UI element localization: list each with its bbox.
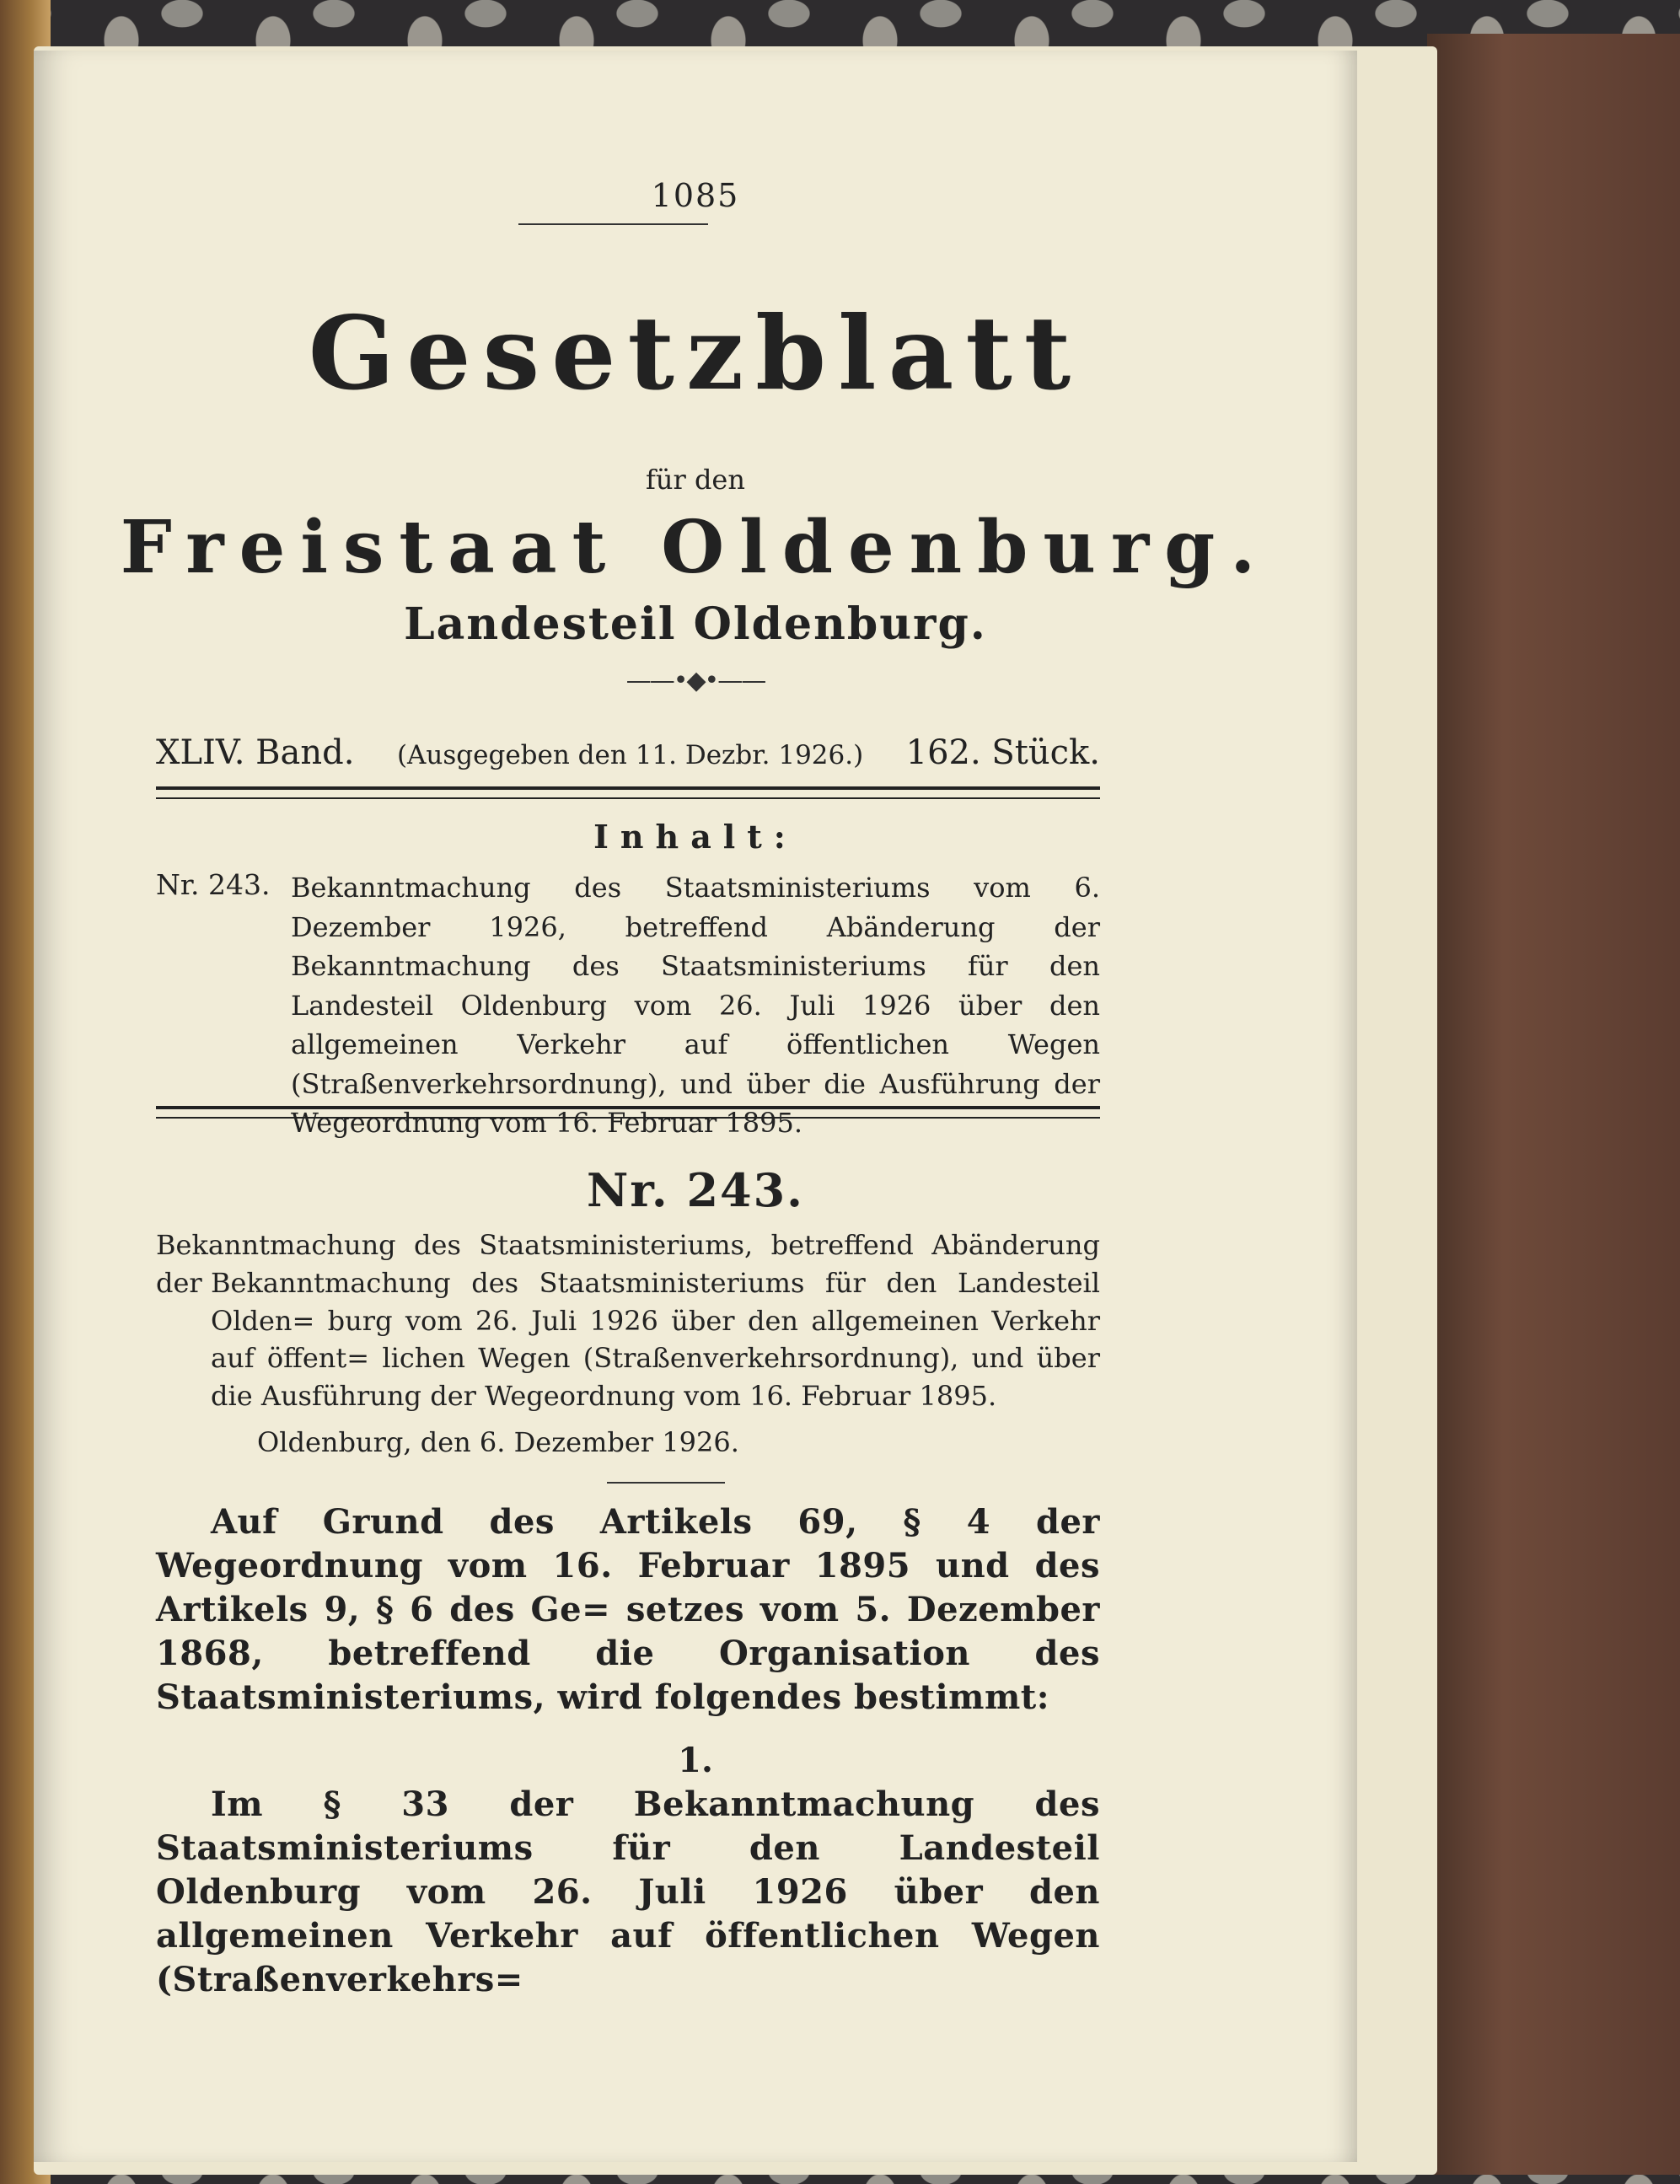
place-date: Oldenburg, den 6. Dezember 1926. <box>257 1426 739 1458</box>
state-name: Freistaat Oldenburg. <box>120 505 1271 590</box>
issue-info-row <box>156 733 1100 772</box>
notice-first-line: Bekanntmachung des Staatsministeriums, betreffend Abänderung der <box>156 1229 1100 1299</box>
subsection-paragraph: Im § 33 der Bekanntmachung des Staatsministeriums für den Landesteil Oldenburg vom 26. Juli 1926 über den allgemeinen Verkehr auf öffentlichen Wegen (Straßenverkehrs= <box>156 1784 1100 1999</box>
notice-heading-text: Bekanntmachung des Staatsministeriums für den Landesteil Olden= burg vom 26. Juli 1926 über den allgemeinen Verkehr auf öffent= lichen Wegen (Straßenverkehrsordnung), und über die Ausführung der Wegeordnung vom 16. Februar 1895. <box>211 1267 1100 1412</box>
contents-entry-number: Nr. 243. <box>156 868 271 901</box>
subsection-heading: 1. <box>678 1741 713 1780</box>
document-page <box>34 51 1357 2162</box>
preamble-paragraph: Auf Grund des Artikels 69, § 4 der Wegeordnung vom 16. Februar 1895 und des Artikels 9, § 6 des Ge= setzes vom 5. Dezember 1868, betreffend die Organisation des Staatsministeriums, wird folgendes bestimmt: <box>156 1502 1100 1717</box>
issue-volume: XLIV. Band. <box>156 733 355 772</box>
region-name: Landesteil Oldenburg. <box>404 598 987 650</box>
book-cover-edge <box>1427 34 1680 2175</box>
ornament-divider: ——•◆•—— <box>625 666 765 695</box>
double-rule-top <box>156 786 1100 799</box>
short-rule <box>607 1482 725 1484</box>
issue-date: (Ausgegeben den 11. Dezbr. 1926.) <box>396 740 864 770</box>
issue-number: 162. Stück. <box>905 733 1100 772</box>
double-rule-bottom <box>156 1106 1100 1119</box>
page-number-rule <box>518 223 708 225</box>
gazette-subtitle: für den <box>646 464 745 496</box>
contents-entry-text: Bekanntmachung des Staatsministeriums vom 6. Dezember 1926, betreffend Abänderung der Bekanntmachung des Staatsministeriums für den Landesteil Oldenburg vom 26. Juli 1926 über den allgemeinen Verkehr auf öffentlichen Wegen (Straßenverkehrsordnung), und über die Ausführung der Wegeordnung vom 16. Februar 1895. <box>291 872 1100 1139</box>
section-title: Nr. 243. <box>587 1163 804 1217</box>
gazette-title: Gesetzblatt <box>308 294 1083 413</box>
page-number: 1085 <box>651 177 740 214</box>
contents-heading: Inhalt: <box>593 818 797 856</box>
